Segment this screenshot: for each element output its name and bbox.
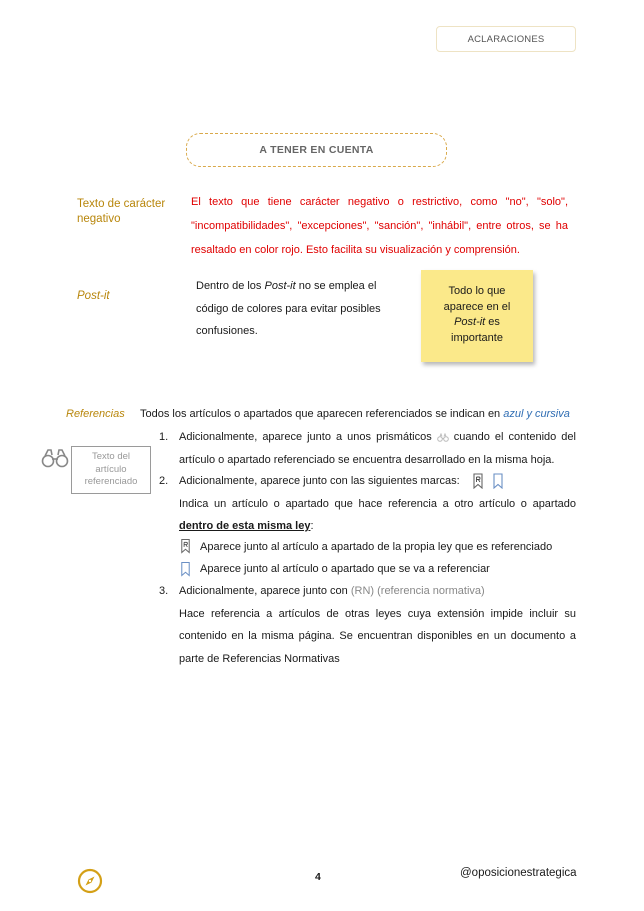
binoculars-icon — [41, 447, 69, 469]
postit-label: Post-it — [77, 290, 110, 302]
bookmark-reference-icon — [471, 473, 485, 489]
postit-note: Todo lo que aparece en el Post-it es importante — [421, 270, 533, 362]
list-number: 1. — [159, 431, 169, 443]
list-number: 3. — [159, 585, 169, 597]
negative-description: El texto que tiene carácter negativo o restrictivo, como "no", "solo", "incompatibilidades", "excepciones", "sanción", "inhábil", entre otros, se ha resaltado en color rojo. Esto facilita su visualización y comprensión. — [191, 196, 568, 256]
sub-item-2: Aparece junto al artículo o apartado que se va a referenciar — [200, 563, 490, 575]
binoculars-small-icon — [437, 433, 449, 442]
negative-label: Texto de carácter negativo — [77, 198, 166, 225]
bookmark-reference-icon — [179, 538, 192, 554]
section-tab: ACLARACIONES — [436, 26, 576, 52]
footer-handle: @oposicionestrategica — [460, 867, 577, 879]
references-label: Referencias — [66, 408, 125, 420]
list-item-3: Adicionalmente, aparece junto con (RN) (referencia normativa) Hace referencia a artículos de otras leyes cuya extensión impide incluir su contenido en la misma página. Se encuentran disponibles en un documento a parte de Referencias Normativas — [179, 585, 576, 665]
referenced-article-box: Texto del artículo referenciado — [71, 446, 151, 494]
references-intro: Todos los artículos o apartados que aparecen referenciados se indican en azul y cursiva — [140, 408, 570, 420]
postit-description: Dentro de los Post-it no se emplea el código de colores para evitar posibles confusiones. — [196, 280, 381, 337]
callout-title: A TENER EN CUENTA — [186, 133, 447, 167]
sub-item-1: Aparece junto al artículo a apartado de la propia ley que es referenciado — [200, 541, 553, 553]
page-number: 4 — [315, 871, 321, 883]
compass-icon — [77, 868, 103, 894]
bookmark-icon — [179, 561, 192, 577]
list-item-2: Adicionalmente, aparece junto con las siguientes marcas: Indica un artículo o apartado que hace referencia a otro artículo o apartado dentro de esta misma ley: — [179, 475, 576, 533]
list-number: 2. — [159, 475, 169, 487]
bookmark-icon — [491, 473, 505, 489]
list-item-1: Adicionalmente, aparece junto a unos prismáticos cuando el contenido del artículo o apartado referenciado se encuentra desarrollado en la misma hoja. — [179, 431, 576, 466]
